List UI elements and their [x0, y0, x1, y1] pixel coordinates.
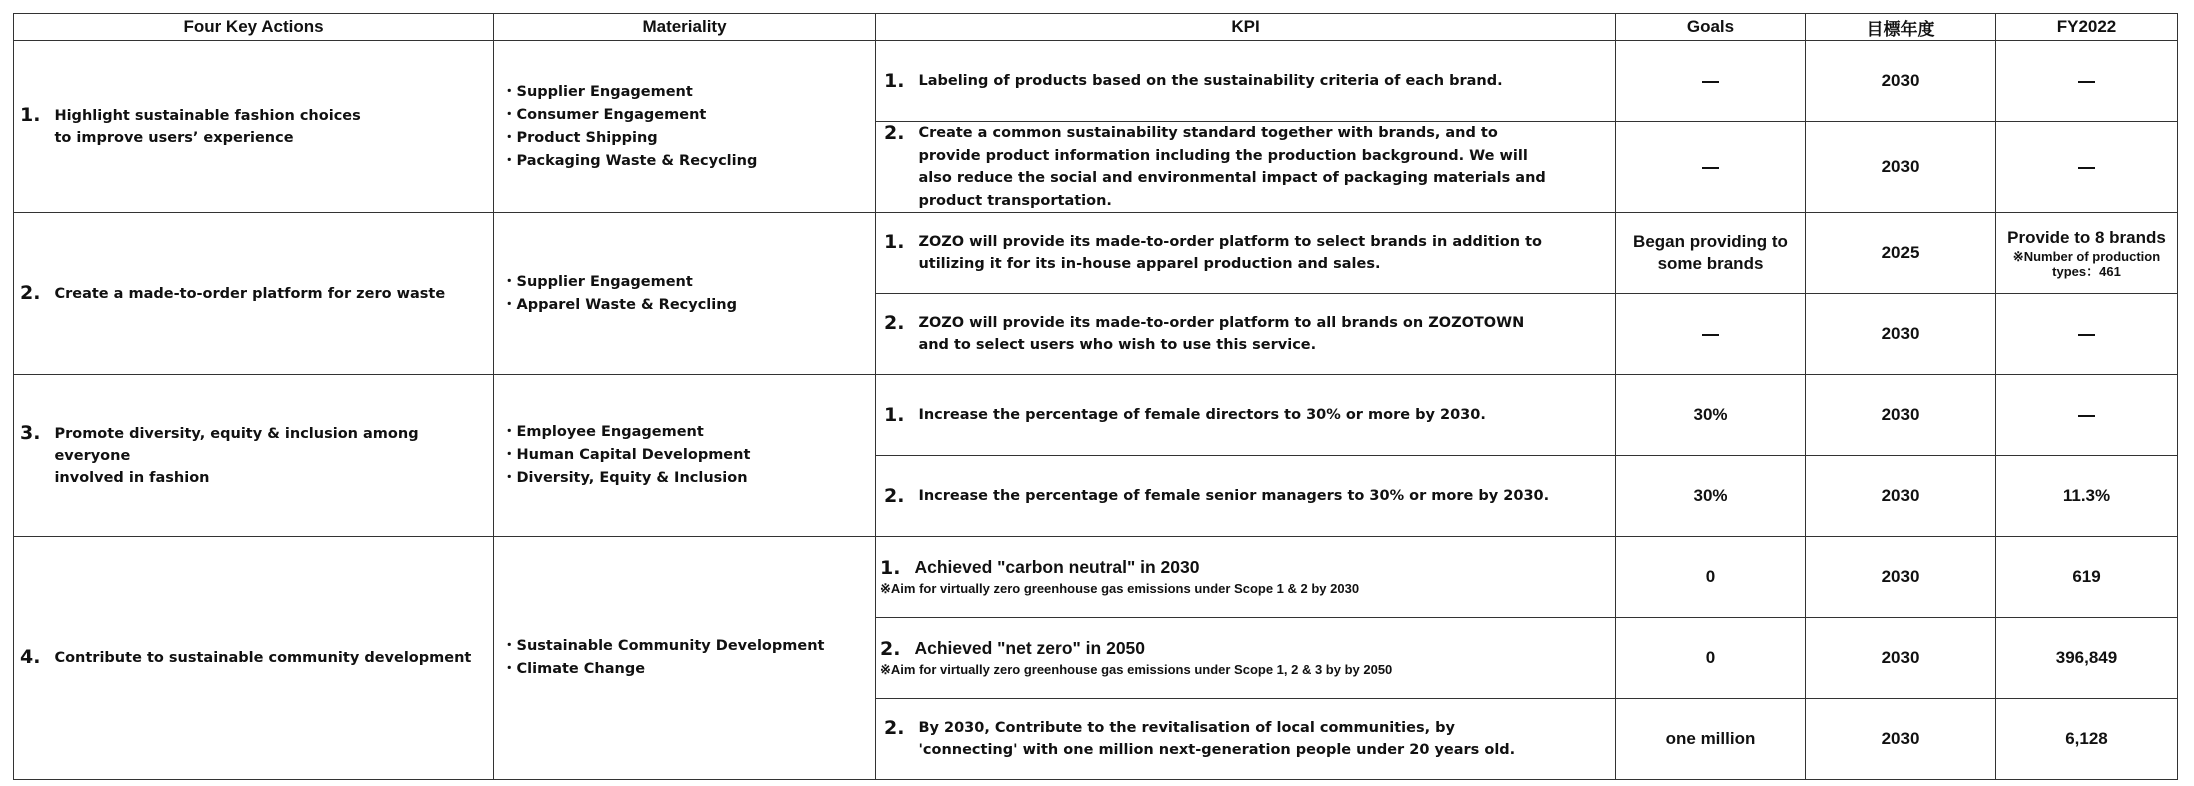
fy2022-cell	[1996, 294, 2178, 375]
goal-cell: 0	[1616, 618, 1806, 699]
table-row	[14, 213, 2178, 294]
materiality-cell	[494, 41, 876, 213]
materiality-item: ・Climate Change	[502, 661, 646, 677]
fy2022-cell: 6,128	[1996, 699, 2178, 780]
year-cell: 2030	[1806, 375, 1996, 456]
goal-cell	[1616, 122, 1806, 213]
kpi-number: 2.	[884, 716, 905, 739]
fy2022-cell: 619	[1996, 537, 2178, 618]
kpi-number: 1.	[884, 403, 905, 426]
year-cell: 2030	[1806, 41, 1996, 122]
materiality-item: ・Sustainable Community Development	[502, 638, 825, 654]
fy2022-value: Provide to 8 brands	[2007, 228, 2166, 247]
materiality-item: ・Supplier Engagement	[502, 273, 693, 290]
action-cell	[14, 537, 494, 780]
kpi-number: 1.	[884, 69, 905, 92]
goal-cell: 0	[1616, 537, 1806, 618]
action-number: 1.	[20, 103, 41, 126]
year-cell: 2025	[1806, 213, 1996, 294]
materiality-item: ・Consumer Engagement	[502, 106, 707, 123]
action-text-line: Promote diversity, equity & inclusion among everyone	[54, 425, 419, 464]
kpi-cell	[876, 537, 1616, 618]
action-number: 2.	[20, 281, 41, 304]
action-text-line: to improve users’ experience	[54, 129, 294, 146]
dash-icon	[2078, 167, 2095, 169]
kpi-number: 2.	[884, 122, 905, 144]
kpi-cell	[876, 699, 1616, 780]
header-four-key-actions: Four Key Actions	[14, 14, 494, 41]
kpi-note: ※Aim for virtually zero greenhouse gas emissions under Scope 1, 2 & 3 by by 2050	[880, 662, 1393, 677]
dash-icon	[1702, 334, 1719, 336]
fy2022-cell	[1996, 122, 2178, 213]
materiality-item: ・Apparel Waste & Recycling	[502, 296, 737, 313]
action-text-line: Contribute to sustainable community development	[54, 650, 472, 666]
fy2022-cell: 11.3%	[1996, 456, 2178, 537]
kpi-cell	[876, 618, 1616, 699]
kpi-cell	[876, 294, 1616, 375]
header-goals: Goals	[1616, 14, 1806, 41]
materiality-cell	[494, 375, 876, 537]
table-row	[14, 375, 2178, 456]
materiality-item: ・Diversity, Equity & Inclusion	[502, 470, 748, 486]
dash-icon	[1702, 81, 1719, 83]
kpi-text: ZOZO will provide its made-to-order platform to select brands in addition to utilizing it for its in-house apparel production and sales.	[918, 233, 1542, 272]
kpi-note: ※Aim for virtually zero greenhouse gas emissions under Scope 1 & 2 by 2030	[880, 581, 1360, 596]
kpi-cell	[876, 41, 1616, 122]
kpi-text: Achieved "net zero" in 2050	[914, 638, 1146, 658]
kpi-cell	[876, 122, 1616, 213]
kpi-cell	[876, 375, 1616, 456]
table-body	[14, 41, 2178, 780]
year-cell: 2030	[1806, 456, 1996, 537]
goal-cell: one million	[1616, 699, 1806, 780]
goal-cell	[1616, 41, 1806, 122]
table-row	[14, 537, 2178, 618]
fy2022-cell	[1996, 41, 2178, 122]
year-cell: 2030	[1806, 699, 1996, 780]
header-target-year: 目標年度	[1806, 14, 1996, 41]
goal-cell: 30%	[1616, 456, 1806, 537]
materiality-cell	[494, 213, 876, 375]
materiality-item: ・Packaging Waste & Recycling	[502, 152, 758, 169]
action-text-line: Create a made-to-order platform for zero waste	[54, 285, 446, 302]
action-number: 4.	[20, 646, 41, 668]
kpi-cell	[876, 213, 1616, 294]
kpi-text: Increase the percentage of female senior managers to 30% or more by 2030.	[918, 487, 1550, 504]
fy2022-cell: 396,849	[1996, 618, 2178, 699]
materiality-cell	[494, 537, 876, 780]
kpi-table	[13, 13, 2178, 780]
kpi-text: ZOZO will provide its made-to-order platform to all brands on ZOZOTOWN and to select users who wish to use this service.	[918, 314, 1525, 353]
header-fy2022: FY2022	[1996, 14, 2178, 41]
kpi-number: 2.	[880, 638, 901, 660]
goal-value: Began providing to some brands	[1633, 232, 1788, 273]
table-row	[14, 41, 2178, 122]
action-cell	[14, 213, 494, 375]
year-cell: 2030	[1806, 294, 1996, 375]
materiality-item: ・Product Shipping	[502, 129, 658, 146]
fy2022-cell	[1996, 375, 2178, 456]
header-materiality: Materiality	[494, 14, 876, 41]
kpi-number: 2.	[884, 311, 905, 334]
kpi-number: 1.	[880, 557, 901, 579]
action-number: 3.	[20, 421, 41, 444]
action-text-line: Highlight sustainable fashion choices	[54, 107, 361, 124]
action-cell	[14, 375, 494, 537]
dash-icon	[1702, 167, 1719, 169]
goal-cell	[1616, 294, 1806, 375]
materiality-item: ・Supplier Engagement	[502, 83, 693, 100]
header-kpi: KPI	[876, 14, 1616, 41]
kpi-text: By 2030, Contribute to the revitalisation of local communities, by 'connecting' with one million next-generation people under 20 years old.	[918, 719, 1516, 758]
action-cell	[14, 41, 494, 213]
kpi-number: 2.	[884, 484, 905, 507]
kpi-text: Labeling of products based on the sustainability criteria of each brand.	[918, 72, 1503, 89]
year-cell: 2030	[1806, 537, 1996, 618]
kpi-number: 1.	[884, 230, 905, 253]
kpi-cell	[876, 456, 1616, 537]
kpi-text: Achieved "carbon neutral" in 2030	[914, 557, 1200, 577]
action-text-line: involved in fashion	[54, 469, 210, 486]
dash-icon	[2078, 81, 2095, 83]
year-cell: 2030	[1806, 122, 1996, 213]
kpi-text: Increase the percentage of female directors to 30% or more by 2030.	[918, 406, 1486, 423]
goal-cell: 30%	[1616, 375, 1806, 456]
dash-icon	[2078, 334, 2095, 336]
materiality-item: ・Human Capital Development	[502, 447, 751, 463]
kpi-text: Create a common sustainability standard together with brands, and to provide product information including the production background. We will also reduce the social and environmental impact of packaging materials and product transportation.	[918, 125, 1546, 209]
fy2022-note: ※Number of production types：461	[2012, 249, 2161, 279]
dash-icon	[2078, 415, 2095, 417]
materiality-item: ・Employee Engagement	[502, 424, 704, 440]
table-header	[14, 14, 2178, 41]
goal-cell	[1616, 213, 1806, 294]
fy2022-cell	[1996, 213, 2178, 294]
year-cell: 2030	[1806, 618, 1996, 699]
